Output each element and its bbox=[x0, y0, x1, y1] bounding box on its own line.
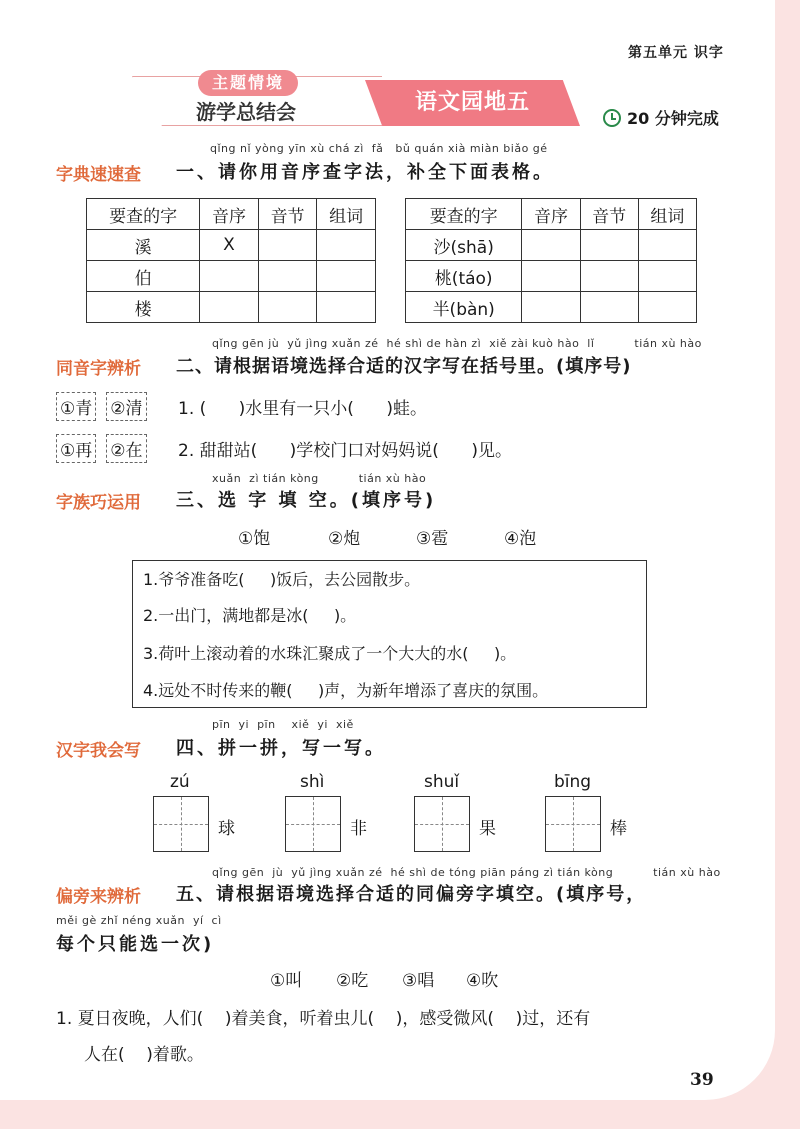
table-cell-blank[interactable] bbox=[317, 292, 376, 323]
table-cell: 桃(táo) bbox=[406, 261, 522, 292]
table-cell-blank[interactable] bbox=[638, 261, 696, 292]
table-cell-blank[interactable] bbox=[522, 261, 580, 292]
table-cell-blank[interactable] bbox=[522, 292, 580, 323]
grid-pinyin: shì bbox=[300, 772, 325, 792]
table-header: 音节 bbox=[258, 199, 317, 230]
q2-text: 2. 甜甜站( )学校门口对妈妈说( )见。 bbox=[178, 441, 512, 461]
lookup-table-right bbox=[405, 198, 697, 323]
theme-title: 游学总结会 bbox=[196, 100, 296, 124]
section5-option: ②吃 bbox=[336, 971, 369, 991]
section5-option: ④吹 bbox=[466, 971, 499, 991]
section2-heading: 二、请根据语境选择合适的汉字写在括号里。(填序号) bbox=[176, 356, 632, 377]
table-cell-blank[interactable] bbox=[638, 292, 696, 323]
table-row bbox=[87, 230, 376, 261]
table-cell-blank[interactable] bbox=[580, 292, 638, 323]
table-header: 要查的字 bbox=[406, 199, 522, 230]
table-cell-blank[interactable] bbox=[258, 292, 317, 323]
section4-heading: 四、拼一拼，写一写。 bbox=[176, 738, 386, 759]
section3-option: ①饱 bbox=[238, 529, 271, 549]
table-row bbox=[406, 230, 697, 261]
writing-grid[interactable] bbox=[414, 796, 470, 852]
lookup-table-left bbox=[86, 198, 376, 323]
section5-option: ③唱 bbox=[402, 971, 435, 991]
table-cell: 楼 bbox=[87, 292, 200, 323]
writing-grid[interactable] bbox=[285, 796, 341, 852]
section3-pinyin: xuǎn zì tián kòng tián xù hào bbox=[212, 472, 427, 485]
section4-tag: 汉字我会写 bbox=[56, 741, 141, 761]
section3-option: ③雹 bbox=[416, 529, 449, 549]
section4-pinyin: pīn yi pīn xiě yi xiě bbox=[212, 718, 354, 731]
table-header-row bbox=[87, 199, 376, 230]
grid-pinyin: bīng bbox=[554, 772, 592, 792]
grid-char: 球 bbox=[218, 819, 235, 839]
q1-options bbox=[56, 392, 147, 421]
table-cell: 溪 bbox=[87, 230, 200, 261]
list-item: 2.一出门，满地都是冰( )。 bbox=[143, 606, 357, 625]
section5-q1-line1: 1. 夏日夜晚，人们( )着美食，听着虫儿( )，感受微风( )过，还有 bbox=[56, 1009, 591, 1029]
table-cell: 伯 bbox=[87, 261, 200, 292]
option: ①青 bbox=[56, 392, 96, 421]
table-header: 组词 bbox=[317, 199, 376, 230]
section2-tag: 同音字辨析 bbox=[56, 359, 141, 379]
table-cell-blank[interactable] bbox=[317, 230, 376, 261]
section5-heading2: 每个只能选一次) bbox=[56, 934, 215, 955]
section1-tag: 字典速速查 bbox=[56, 165, 141, 185]
table-cell-blank[interactable] bbox=[258, 230, 317, 261]
table-cell-blank[interactable] bbox=[317, 261, 376, 292]
section5-heading: 五、请根据语境选择合适的同偏旁字填空。(填序号， bbox=[176, 884, 647, 905]
table-cell-blank[interactable] bbox=[200, 292, 259, 323]
section5-option: ①叫 bbox=[270, 971, 303, 991]
table-cell-blank[interactable] bbox=[200, 261, 259, 292]
grid-pinyin: zú bbox=[170, 772, 190, 792]
table-cell-blank[interactable] bbox=[258, 261, 317, 292]
option: ②清 bbox=[106, 392, 146, 421]
table-row bbox=[87, 292, 376, 323]
section3-heading: 三、选 字 填 空。(填序号) bbox=[176, 490, 437, 511]
section1-pinyin: qǐng nǐ yòng yīn xù chá zì fǎ bǔ quán xià miàn biǎo gé bbox=[210, 142, 548, 155]
grid-char: 果 bbox=[479, 819, 496, 839]
table-cell: 半(bàn) bbox=[406, 292, 522, 323]
clock-icon bbox=[603, 109, 621, 127]
page-title: 语文园地五 bbox=[414, 90, 530, 115]
unit-header: 第五单元 识字 bbox=[628, 45, 724, 61]
writing-grid[interactable] bbox=[153, 796, 209, 852]
table-row bbox=[406, 261, 697, 292]
section3-option: ④泡 bbox=[504, 529, 537, 549]
list-item: 3.荷叶上滚动着的水珠汇聚成了一个大大的水( )。 bbox=[143, 644, 517, 663]
table-row bbox=[406, 292, 697, 323]
q2-options bbox=[56, 434, 147, 463]
timer-text: 20 分钟完成 bbox=[627, 109, 719, 128]
list-item: 4.远处不时传来的鞭( )声，为新年增添了喜庆的氛围。 bbox=[143, 681, 549, 700]
section1-heading: 一、请你用音序查字法，补全下面表格。 bbox=[176, 162, 554, 183]
section5-q1-line2: 人在( )着歌。 bbox=[84, 1045, 204, 1065]
section3-tag: 字族巧运用 bbox=[56, 493, 141, 513]
table-header: 音序 bbox=[200, 199, 259, 230]
section5-pinyin: qǐng gēn jù yǔ jìng xuǎn zé hé shì de tóng piān páng zì tián kòng tián xù hào bbox=[212, 866, 721, 879]
section5-pinyin2: měi gè zhǐ néng xuǎn yí cì bbox=[56, 914, 222, 927]
table-header: 要查的字 bbox=[87, 199, 200, 230]
table-header-row bbox=[406, 199, 697, 230]
table-header: 组词 bbox=[638, 199, 696, 230]
table-cell: X bbox=[200, 230, 259, 261]
timer bbox=[603, 106, 719, 129]
fill-in-box bbox=[132, 560, 647, 708]
section3-option: ②炮 bbox=[328, 529, 361, 549]
q1-text: 1. ( )水里有一只小( )蛙。 bbox=[178, 399, 427, 419]
page-number: 39 bbox=[690, 1070, 714, 1090]
grid-pinyin: shuǐ bbox=[424, 772, 460, 792]
table-header: 音节 bbox=[580, 199, 638, 230]
table-header: 音序 bbox=[522, 199, 580, 230]
theme-tag: 主题情境 bbox=[198, 70, 298, 96]
section5-tag: 偏旁来辨析 bbox=[56, 887, 141, 907]
option: ①再 bbox=[56, 434, 96, 463]
table-cell-blank[interactable] bbox=[580, 230, 638, 261]
grid-char: 棒 bbox=[610, 819, 627, 839]
section2-pinyin: qǐng gēn jù yǔ jìng xuǎn zé hé shì de hàn zì xiě zài kuò hào lǐ tián xù hào bbox=[212, 337, 702, 350]
list-item: 1.爷爷准备吃( )饭后，去公园散步。 bbox=[143, 570, 421, 589]
table-cell: 沙(shā) bbox=[406, 230, 522, 261]
table-cell-blank[interactable] bbox=[580, 261, 638, 292]
table-row bbox=[87, 261, 376, 292]
table-cell-blank[interactable] bbox=[522, 230, 580, 261]
table-cell-blank[interactable] bbox=[638, 230, 696, 261]
writing-grid[interactable] bbox=[545, 796, 601, 852]
option: ②在 bbox=[106, 434, 146, 463]
grid-char: 非 bbox=[350, 819, 367, 839]
